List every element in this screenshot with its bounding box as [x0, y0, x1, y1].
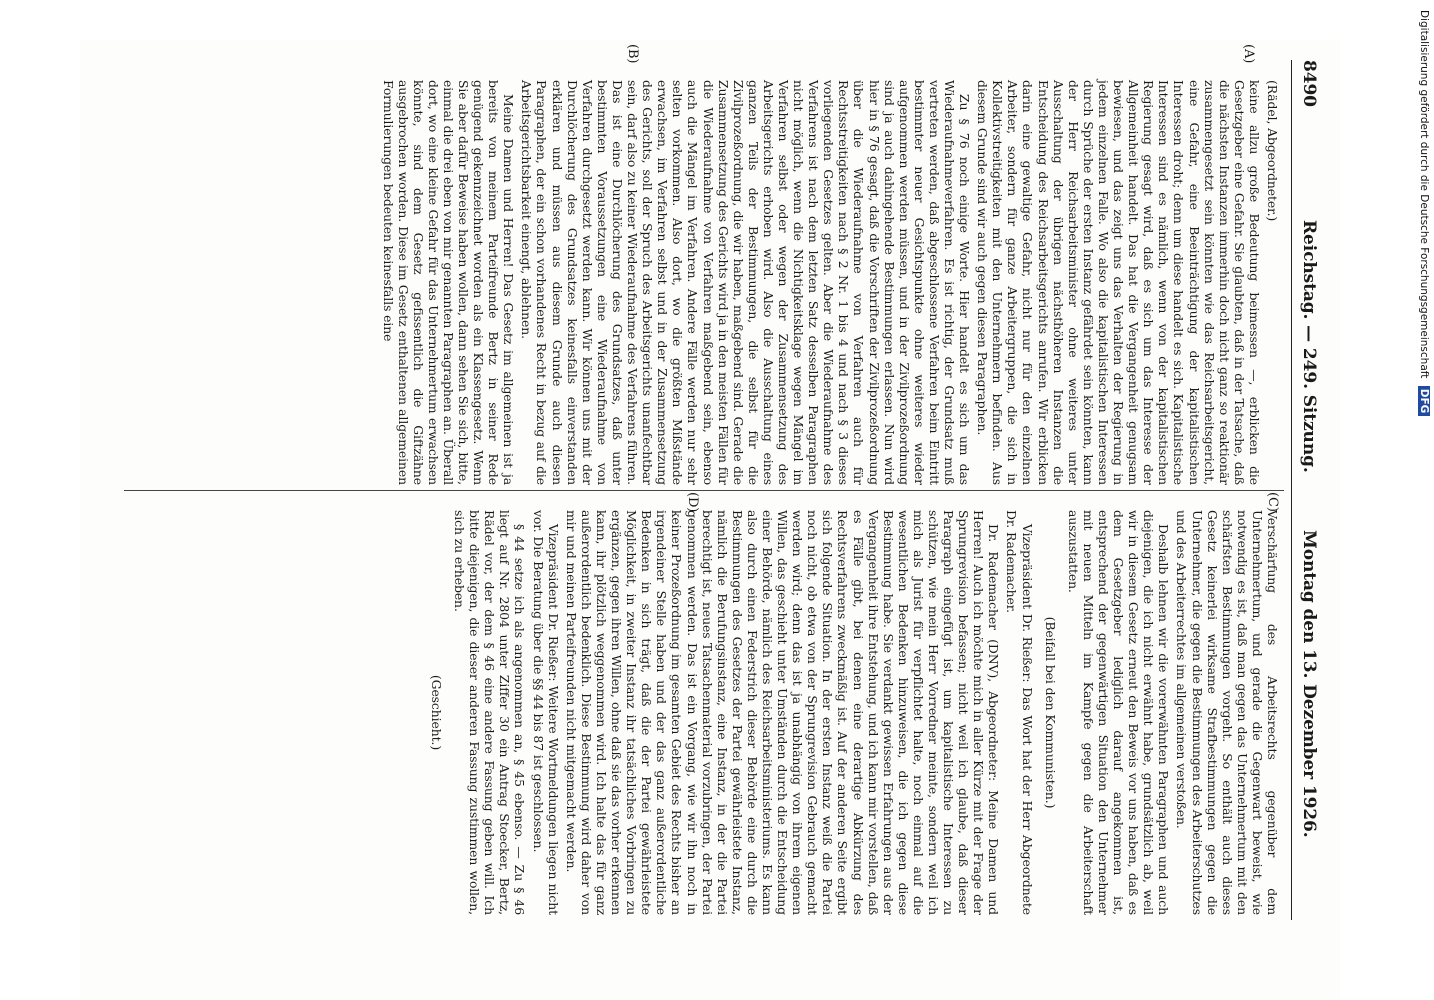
- margin-label-c: (C): [1265, 492, 1280, 512]
- dfg-logo: DFG: [1418, 386, 1430, 417]
- page-rotated: [80, 40, 1340, 940]
- right-column: [421, 510, 1280, 915]
- paragraph: Dr. Rademacher (DNV), Abgeordneter: Meine Damen und Herren! Auch ich möchte mich in aller Kürze mit der Frage der Sprungrevision befassen; nicht weil ich glaube, daß dieser Paragraph eingefügt ist, um kapitalistische Interessen zu schützen, wie mein Herr Vorredner meinte, sondern weil ich mich als Jurist für verpflichtet halte, noch einmal auf die wesentlichen Bedenken hinzuweisen, die ich gegen diese Bestimmung habe. Sie verdankt gewissen Erfahrungen aus der Vergangenheit ihre Entstehung, und ich kann mir vorstellen, daß es Fälle gibt, bei denen eine derartige Abkürzung des Rechtsverfahrens zweckmäßig ist. Auf der anderen Seite ergibt sich folgende Situation. In der ersten Instanz weiß die Partei noch nicht, ob etwa von der Sprungrevision Gebrauch gemacht werden wird; denn das ist ja unabhängig von ihrem eigenen Willen, das geschieht unter Umständen durch die Entscheidung einer Behörde, nämlich des Reichsarbeitsministeriums. Es kann also durch einen Federstrich dieser Behörde eine durch die Bestimmungen des Gesetzes der Partei gewährleistete Instanz, nämlich die Berufungsinstanz, eine Instanz, in der die Partei berechtigt ist, neues Tatsachenmaterial vorzubringen, der Partei genommen werden. Das ist ein Vorgang, wie wir ihn noch in keiner Prozeßordnung im gesamten Gebiet des Rechts bisher an irgendeiner Stelle haben und der das ganz außerordentliche Bedenken in sich trägt, daß die der Partei gewährleistete Möglichkeit, in zweiter Instanz ihr tatsächliches Vorbringen zu ergänzen, gegen ihren Willen, ohne daß sie das vorher erkennen kann, ihr plötzlich weggenommen wird. Ich halte das für ganz außerordentlich bedenklich. Diese Bestimmung wird daher von mir und meinen Parteifreunden nicht mitgemacht werden.: [563, 510, 1002, 915]
- dfg-credit-text: Digitalisierung gefördert durch die Deutsche Forschungsgemeinschaft: [1418, 10, 1430, 379]
- session-title: Reichstag. — 249. Sitzung.: [1299, 220, 1319, 473]
- scanned-page: [80, 40, 1340, 1000]
- interjection: (Geschieht.): [429, 674, 445, 751]
- page-number: 8490: [1299, 60, 1319, 107]
- paragraph: § 44 setze ich als angenommen an, § 45 ebenso. — Zu § 46 liegt auf Nr. 2804 unter Ziffer 30 ein Antrag Stoecker, Bertz, Rädel vor, der dem § 46 eine andere Fassung geben will. Ich bitte diejenigen, die dieser anderen Fassung zustimmen wollen, sich zu erheben.: [452, 510, 528, 915]
- left-column: [377, 80, 1280, 485]
- paragraph: Deshalb lehnen wir die vorerwähnten Paragraphen und auch diejenigen, die ich nicht erwähnt habe, grundsätzlich ab, weil wir in diesem Gesetz erneut den Beweis vor uns haben, daß es dem Gesetzgeber lediglich darauf angekommen ist, entsprechend der gegenwärtigen Situation den Unternehmer mit neuen Mitteln im Kampfe gegen die Arbeiterschaft auszustatten.: [1065, 510, 1172, 915]
- session-date: Montag den 13. Dezember 1926.: [1299, 530, 1319, 838]
- speaker-attribution: (Rädel, Abgeordneter.): [1265, 80, 1280, 222]
- paragraph: Verschärfung des Arbeitsrechts gegenüber dem Unternehmertum, und gerade die Gegenwart beweist, wie notwendig es ist, daß man gegen das Unternehmertum mit den schärfsten Bestimmungen vorgeht. So enthält auch dieses Gesetz keinerlei wirksame Strafbestimmungen gegen die Unternehmer, die gegen die Bestimmungen des Arbeiterschutzes und des Arbeiterrechtes im allgemeinen verstoßen.: [1174, 510, 1280, 915]
- margin-label-a: (A): [1241, 44, 1256, 64]
- paragraph: Meine Damen und Herren! Das Gesetz im allgemeinen ist ja bereits von meinem Parteifreunde Bertz in seiner Rede genügend gekennzeichnet worden als ein Klassengesetz. Wenn Sie aber dafür Beweise haben wollen, dann sehen Sie sich, bitte, einmal die drei eben von mir genannten Paragraphen an. Überall dort, wo eine kleine Gefahr für das Unternehmertum erwachsen könnte, sind dem Gesetz gefissentlich die Giftzähne ausgebrochen worden. Diese im Gesetz enthaltenen allgemeinen Formulierungen bedeuten keinesfalls eine: [380, 80, 517, 485]
- paragraph: keine allzu große Bedeutung beimessen —, erblicken die Gesetzgeber eine Gefahr. Sie glaubten, daß in der Tatsache, daß die nächsten Instanzen immerhin doch nicht ganz so reaktionär zusammengesetzt sein könnten wie das Reichsarbeitsgericht, eine Gefahr, eine Beeinträchtigung der kapitalistischen Interessen droht; denn um diese handelt es sich. Kapitalistische Interessen sind es nämlich, wenn von der kapitalistischen Regierung gesagt wird, daß es sich um das Interesse der Allgemeinheit handelt. Das hat die Vergangenheit genugsam bewiesen, und das zeigt uns das Verhalten der Regierung in jedem einzelnen Falle. Wo also die kapitalistischen Interessen durch Sprüche der ersten Instanz gefährdet sein könnten, kann der Herr Reichsarbeitsminister ohne weiteres unter Ausschaltung der übrigen nächsthöheren Instanzen die Entscheidung des Reichsarbeitsgerichts anrufen. Wir erblicken darin eine gewaltige Gefahr, nicht nur für den einzelnen Arbeiter, sondern für ganze Arbeitergruppen, die sich in Kollektivstreitigkeiten mit den Unternehmern befinden. Aus diesem Grunde sind wir auch gegen diesen Paragraphen.: [975, 80, 1262, 485]
- paragraph: Zu § 76 noch einige Worte. Hier handelt es sich um das Wiederaufnahmeverfahren. Es ist richtig, der Grundsatz muß vertreten werden, daß abgeschlossene Verfahren beim Eintritt bestimmter neuer Gesichtspunkte ohne weiteres wieder aufgenommen werden müssen, und in der Zivilprozeßordnung sind ja auch dahingehende Bestimmungen erlassen. Nun wird hier in § 76 gesagt, daß die Vorschriften der Zivilprozeßordnung über die Wiederaufnahme von Verfahren auch für Rechtsstreitigkeiten nach § 2 Nr. 1 bis 4 und nach § 3 dieses vorliegenden Gesetzes gelten. Aber die Wiederaufnahme des Verfahrens ist nach dem letzten Satz desselben Paragraphen nicht möglich, wenn die Nichtigkeitsklage wegen Mängel im Verfahren selbst oder wegen der Zusammensetzung des Arbeitsgerichts erhoben wird. Also die Ausschaltung eines ganzen Teils der Bestimmungen, die selbst für die Zivilprozeßordnung, die wir haben, maßgebend sind. Gerade die Zusammensetzung des Gerichts wird ja in den meisten Fällen für die Wiederaufnahme von Verfahren maßgebend sein, ebenso auch die Mängel im Verfahren. Andere Fälle werden nur sehr selten vorkommen. Also dort, wo die größten Mißstände erwachsen, im Verfahren selbst und in der Zusammensetzung des Gerichts, soll der Spruch des Arbeitsgerichts unanfechtbar sein, darf also zu keiner Wiederaufnahme des Verfahrens führen. Das ist eine Durchlöcherung des Grundsatzes, daß unter bestimmten Voraussetzungen eine Wiederaufnahme von Verfahren durchgesetzt werden kann. Wir können uns mit der Durchlöcherung des Grundsatzes keinesfalls einverstanden erklären und müssen aus diesem Grunde auch diesen Paragraphen, der ein schon vorhandenes Recht in bezug auf die Arbeitsgerichtsbarkeit einengt, ablehnen.: [519, 80, 973, 485]
- paragraph: Vizepräsident Dr. Rießer: Weitere Wortmeldungen liegen nicht vor. Die Beratung über die §§ 44 bis 87 ist geschlossen.: [530, 510, 561, 915]
- page-header: [1292, 60, 1319, 920]
- paragraph: Vizepräsident Dr. Rießer: Das Wort hat der Herr Abgeordnete Dr. Rademacher.: [1004, 510, 1035, 915]
- interjection: (Beifall bei den Kommunisten.): [1042, 616, 1058, 809]
- margin-label-d: (D): [685, 492, 700, 513]
- header-rule: [1291, 60, 1292, 920]
- dfg-credit: [1416, 10, 1432, 610]
- column-divider: [124, 490, 1284, 491]
- margin-label-b: (B): [625, 44, 640, 64]
